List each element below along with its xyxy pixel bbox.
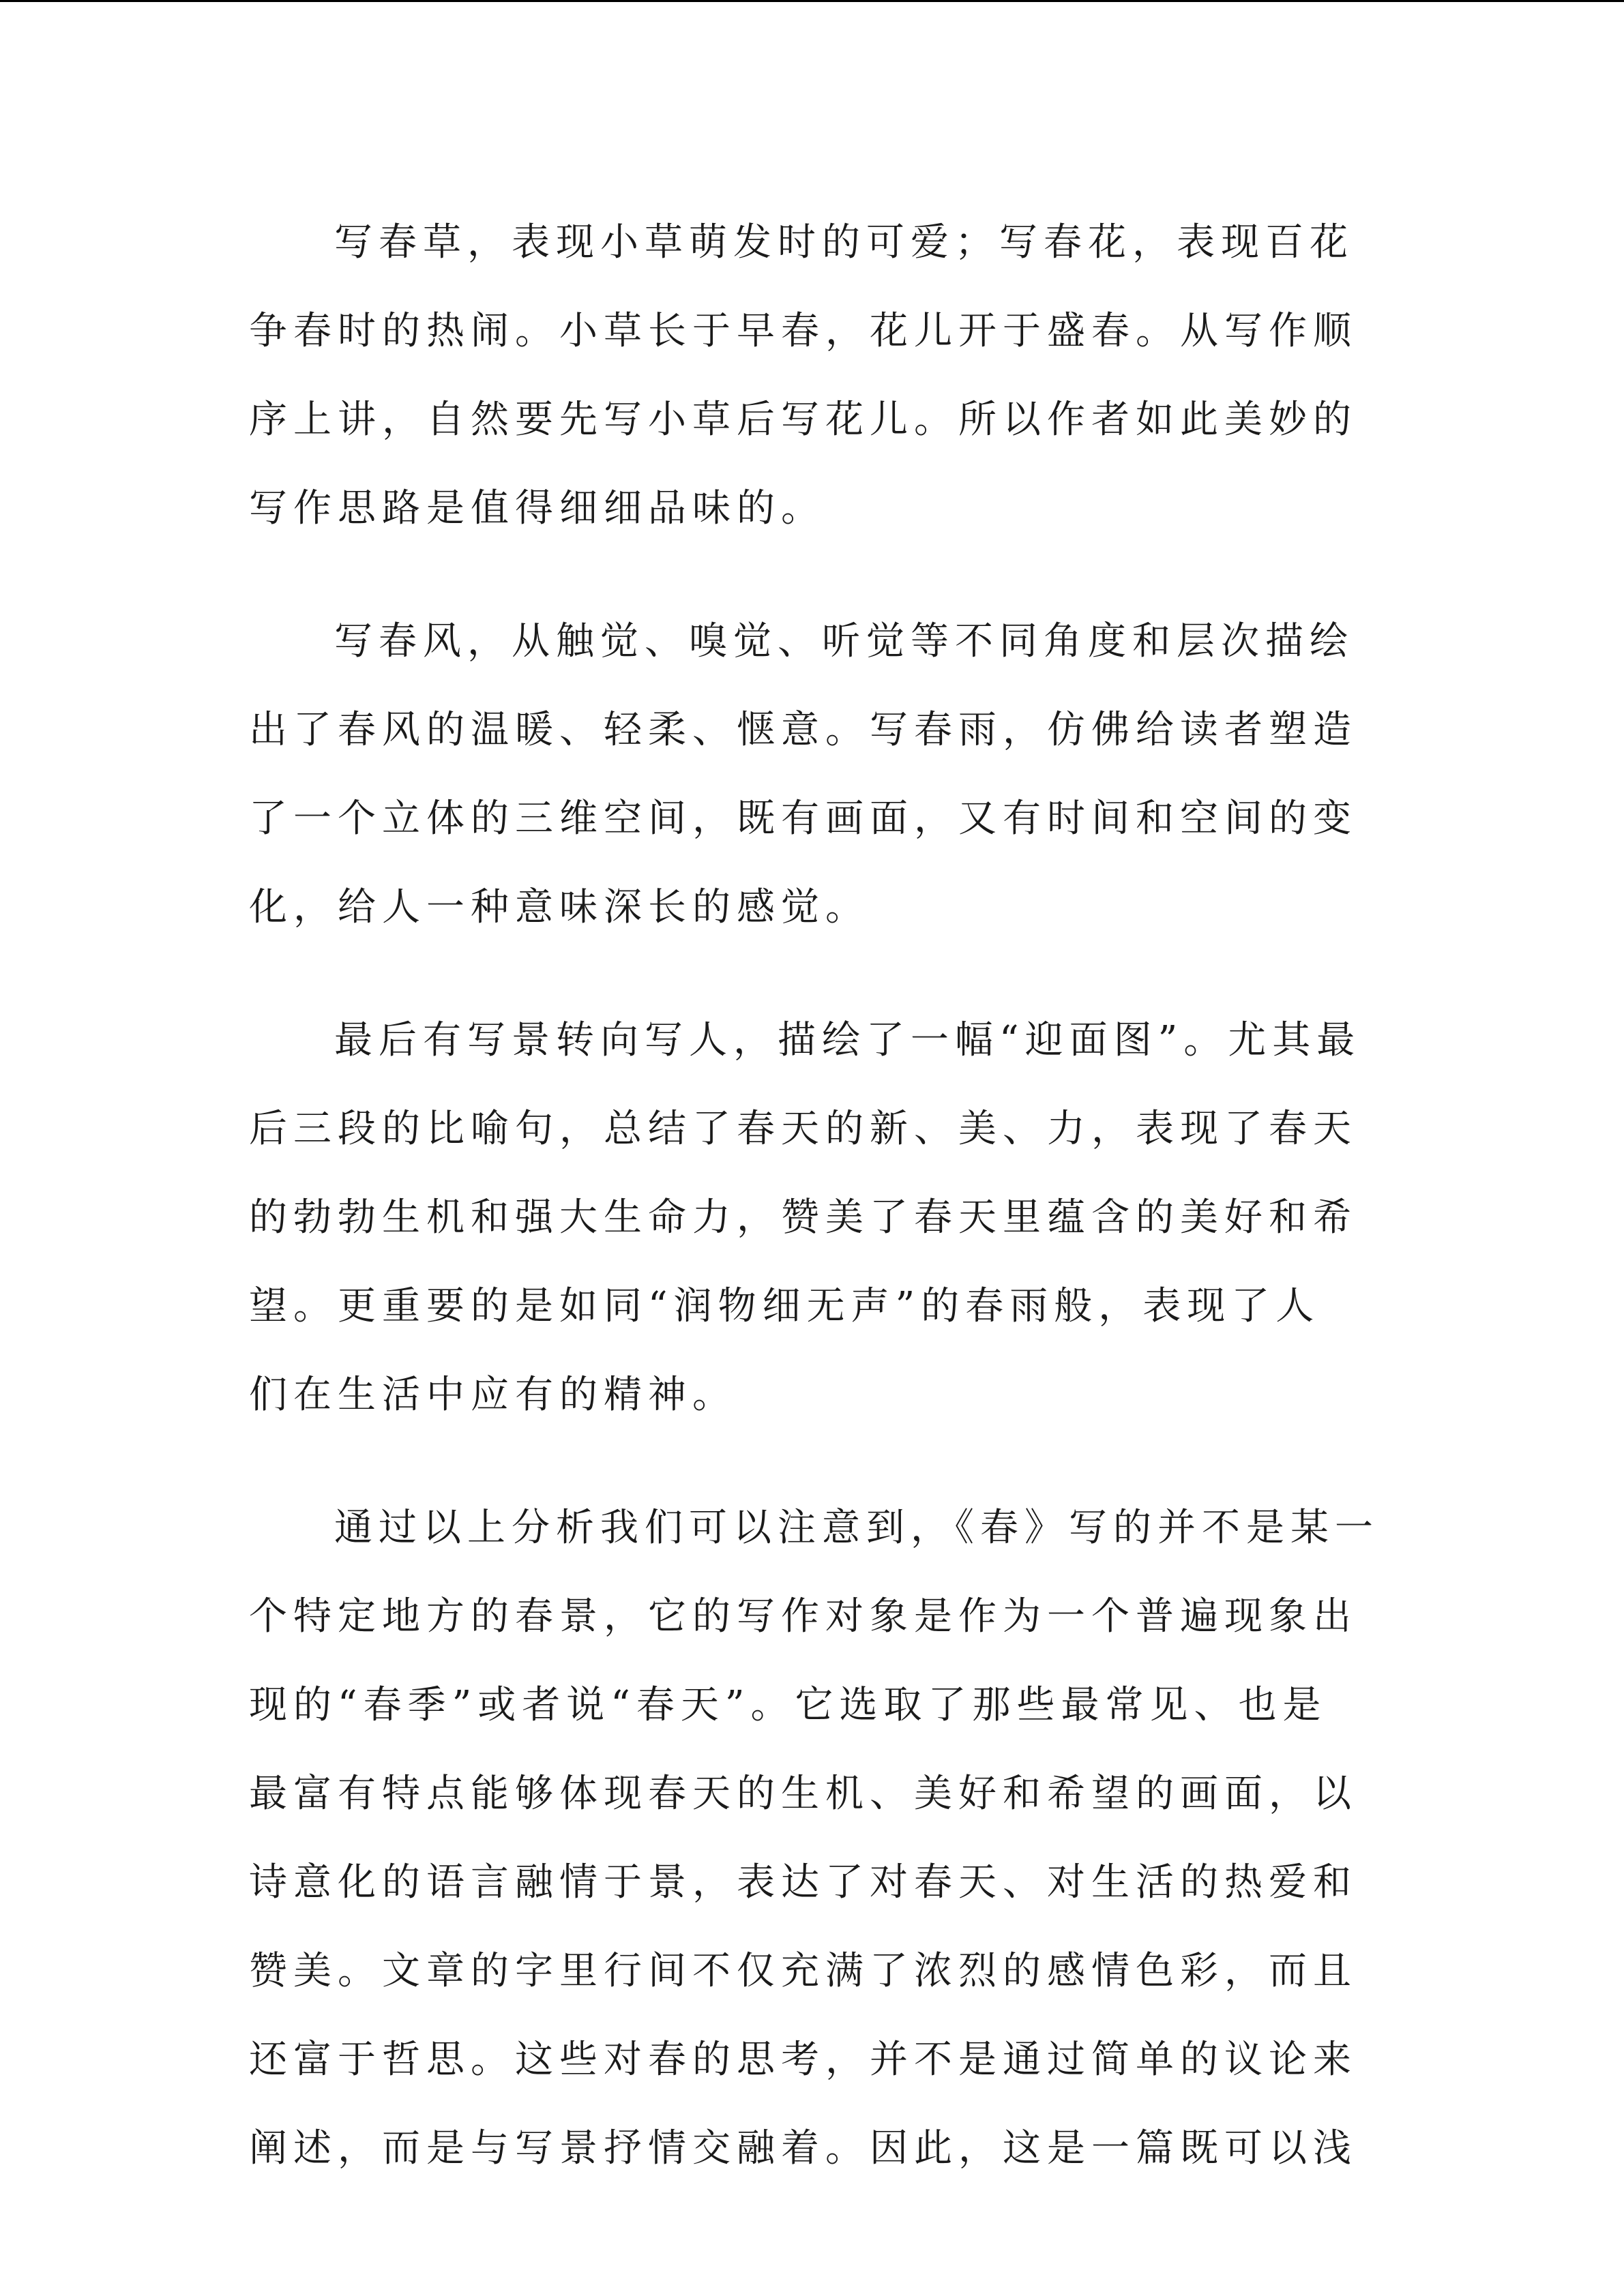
- body-text: [249, 219, 1395, 2258]
- text-line: 写春草，表现小草萌发时的可爱；写春花，表现百花: [334, 220, 1354, 265]
- text-line: 赞美。文章的字里行间不仅充满了浓烈的感情色彩，而且: [249, 1949, 1357, 1993]
- text-line: 后三段的比喻句，总结了春天的新、美、力，表现了春天: [249, 1107, 1357, 1151]
- text-line: 序上讲，自然要先写小草后写花儿。所以作者如此美妙的: [249, 398, 1357, 442]
- paragraph-spring-grass-flowers: [249, 219, 1395, 573]
- text-line: 个特定地方的春景，它的写作对象是作为一个普遍现象出: [249, 1594, 1357, 1639]
- text-line: 最富有特点能够体现春天的生机、美好和希望的画面，以: [249, 1772, 1357, 1816]
- paragraph-spring-wind-rain: [249, 618, 1395, 972]
- text-line: 诗意化的语言融情于景，表达了对春天、对生活的热爱和: [249, 1860, 1357, 1905]
- text-line: 最后有写景转向写人，描绘了一幅“迎面图”。尤其最: [334, 1018, 1361, 1062]
- text-line: 现的“春季”或者说“春天”。它选取了那些最常见、也是: [249, 1683, 1327, 1727]
- text-line: 通过以上分析我们可以注意到，《春》写的并不是某一: [334, 1506, 1379, 1550]
- text-line: 写作思路是值得细细品味的。: [249, 486, 825, 531]
- paragraph-analysis-summary: [249, 1504, 1395, 2213]
- text-line: 望。更重要的是如同“润物细无声”的春雨般，表现了人: [249, 1284, 1320, 1328]
- text-line: 了一个立体的三维空间，既有画面，又有时间和空间的变: [249, 796, 1357, 841]
- paragraph-scenery-to-people: [249, 1017, 1395, 1460]
- text-line: 们在生活中应有的精神。: [249, 1373, 737, 1417]
- text-line: 出了春风的温暖、轻柔、惬意。写春雨，仿佛给读者塑造: [249, 708, 1357, 752]
- text-line: 写春风，从触觉、嗅觉、听觉等不同角度和层次描绘: [334, 619, 1354, 664]
- text-line: 的勃勃生机和强大生命力，赞美了春天里蕴含的美好和希: [249, 1195, 1357, 1240]
- text-line: 争春时的热闹。小草长于早春，花儿开于盛春。从写作顺: [249, 309, 1357, 353]
- text-line: 化，给人一种意味深长的感觉。: [249, 885, 870, 929]
- text-line: 阐述，而是与写景抒情交融着。因此，这是一篇既可以浅: [249, 2126, 1357, 2171]
- text-line: 还富于哲思。这些对春的思考，并不是通过简单的议论来: [249, 2038, 1357, 2082]
